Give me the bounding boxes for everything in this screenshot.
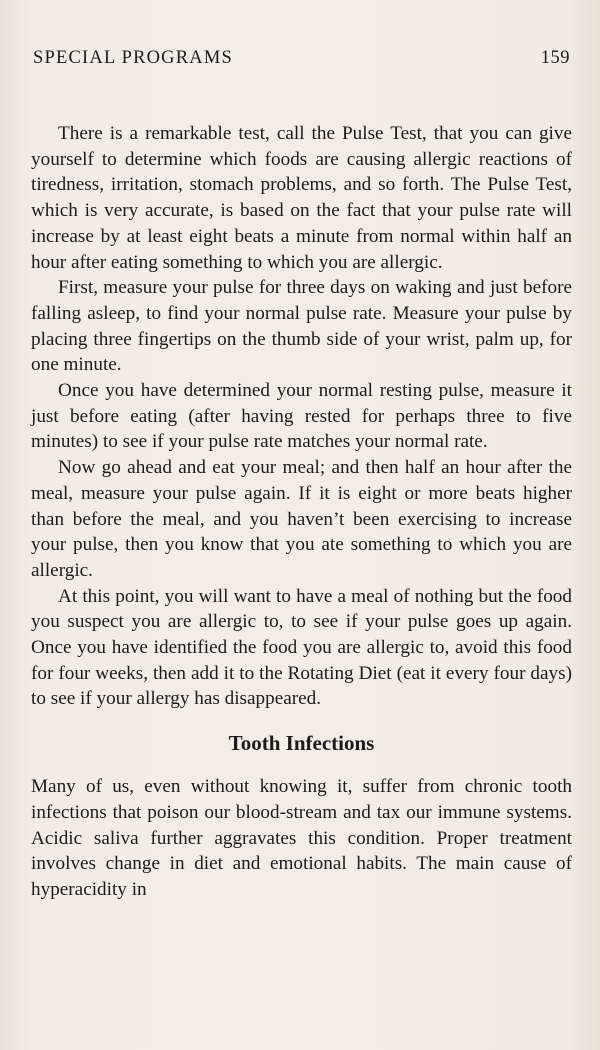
paragraph-after-meal: Now go ahead and eat your meal; and then half an hour after the meal, measure your pulse again. If it is eight or more beats higher than before the meal, and you haven’t been exercising to increase your pulse, then you know that you ate something to which you are allergic.	[31, 457, 572, 581]
running-header	[33, 48, 570, 76]
paragraph-resting-pulse: Once you have determined your normal resting pulse, measure it just before eating (after having rested for perhaps three to five minutes) to see if your pulse rate matches your normal rate.	[31, 380, 572, 453]
paragraph-measure-pulse: First, measure your pulse for three days on waking and just before falling asleep, to find your normal pulse rate. Measure your pulse by placing three fingertips on the thumb side of your wrist, palm up, for one minute.	[31, 277, 572, 376]
running-title: SPECIAL PROGRAMS	[33, 48, 233, 68]
paragraph-identify-food: At this point, you will want to have a meal of nothing but the food you suspect you are allergic to, to see if your pulse goes up again. Once you have identified the food you are allergic to, avoid this food for four weeks, then add it to the Rotating Diet (eat it every four days) to see if your allergy has disappeared.	[31, 585, 572, 710]
page-number: 159	[540, 48, 570, 68]
section-heading: Tooth Infections	[228, 731, 375, 756]
paragraph-tooth-infections: Many of us, even without knowing it, suffer from chronic tooth infections that poison our blood-stream and tax our immune systems. Acidic saliva further aggravates this condition. Proper treatment involves change in diet and emotional habits. The main cause of hyperacidity in	[31, 776, 572, 900]
body-text	[31, 121, 572, 903]
paragraph-pulse-test-intro: There is a remarkable test, call the Pulse Test, that you can give yourself to determine which foods are causing allergic reactions of tiredness, irritation, stomach problems, and so forth. The Pulse Test, which is very accurate, is based on the fact that your pulse rate will increase by at least eight beats a minute from normal within half an hour after eating something to which you are allergic.	[31, 123, 572, 273]
